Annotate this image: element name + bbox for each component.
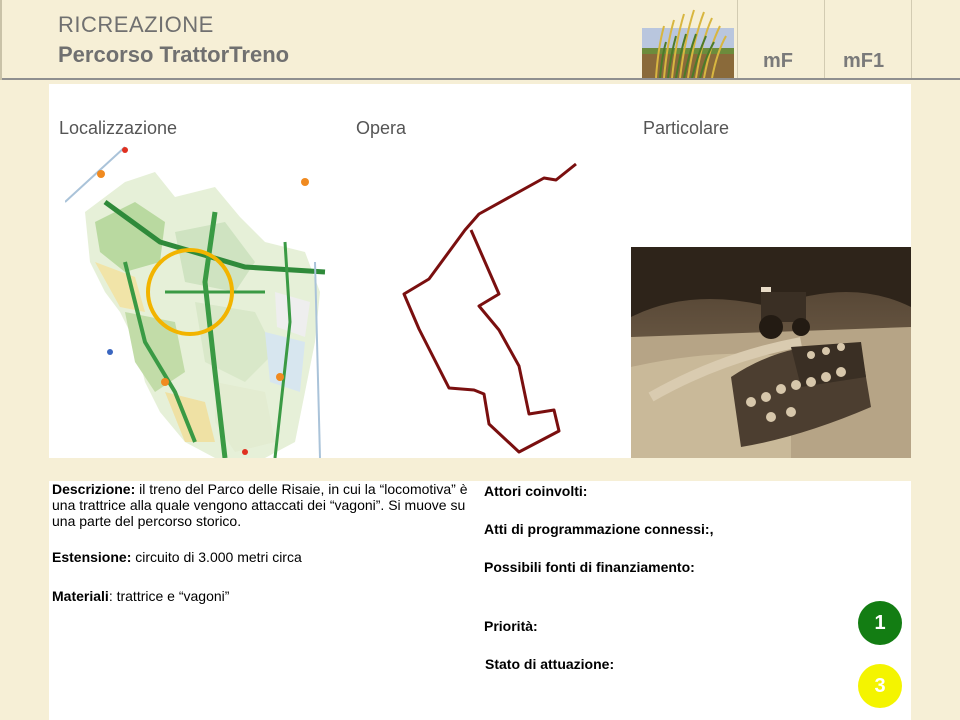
header-divider [737, 0, 738, 78]
extension-label: Estensione: [52, 549, 132, 565]
extension [52, 549, 302, 565]
status-indicator: 3 [858, 664, 902, 708]
rice-field-logo-icon [642, 4, 734, 78]
fonti-label: Possibili fonti di finanziamento: [484, 559, 695, 575]
priorita-label: Priorità: [484, 618, 538, 634]
description-label: Descrizione: [52, 481, 136, 497]
priority-indicator: 1 [858, 601, 902, 645]
details-panel [49, 481, 911, 720]
code-label-mf: mF [763, 50, 793, 72]
opera-label: Opera [356, 118, 407, 138]
page-title: Percorso TrattorTreno [58, 42, 290, 67]
description-text: il treno del Parco delle Risaie, in cui la “locomotiva” è una trattrice alla quale vengono attaccati dei “vagoni”. Si muove su una parte del percorso storico. [52, 481, 468, 529]
stato-label: Stato di attuazione: [485, 656, 615, 672]
description [52, 481, 472, 529]
attori-label: Attori coinvolti: [484, 483, 588, 499]
header-divider [824, 0, 825, 78]
location-map [65, 142, 335, 458]
localizzazione-label: Localizzazione [59, 118, 178, 138]
particolare-label: Particolare [643, 118, 730, 138]
tractor-train-photo [631, 247, 911, 458]
route-outline [389, 154, 589, 454]
extension-text: circuito di 3.000 metri circa [131, 549, 302, 565]
materials-text: : trattrice e “vagoni” [108, 588, 230, 604]
materials-label: Materiali [52, 588, 109, 604]
images-panel [49, 84, 911, 458]
header [0, 0, 960, 80]
category-title: RICREAZIONE [58, 12, 214, 37]
header-edge [0, 0, 2, 80]
materials [52, 588, 229, 604]
atti-label: Atti di programmazione connessi:, [484, 521, 714, 537]
code-label-mf1: mF1 [843, 50, 885, 72]
header-divider [911, 0, 912, 78]
